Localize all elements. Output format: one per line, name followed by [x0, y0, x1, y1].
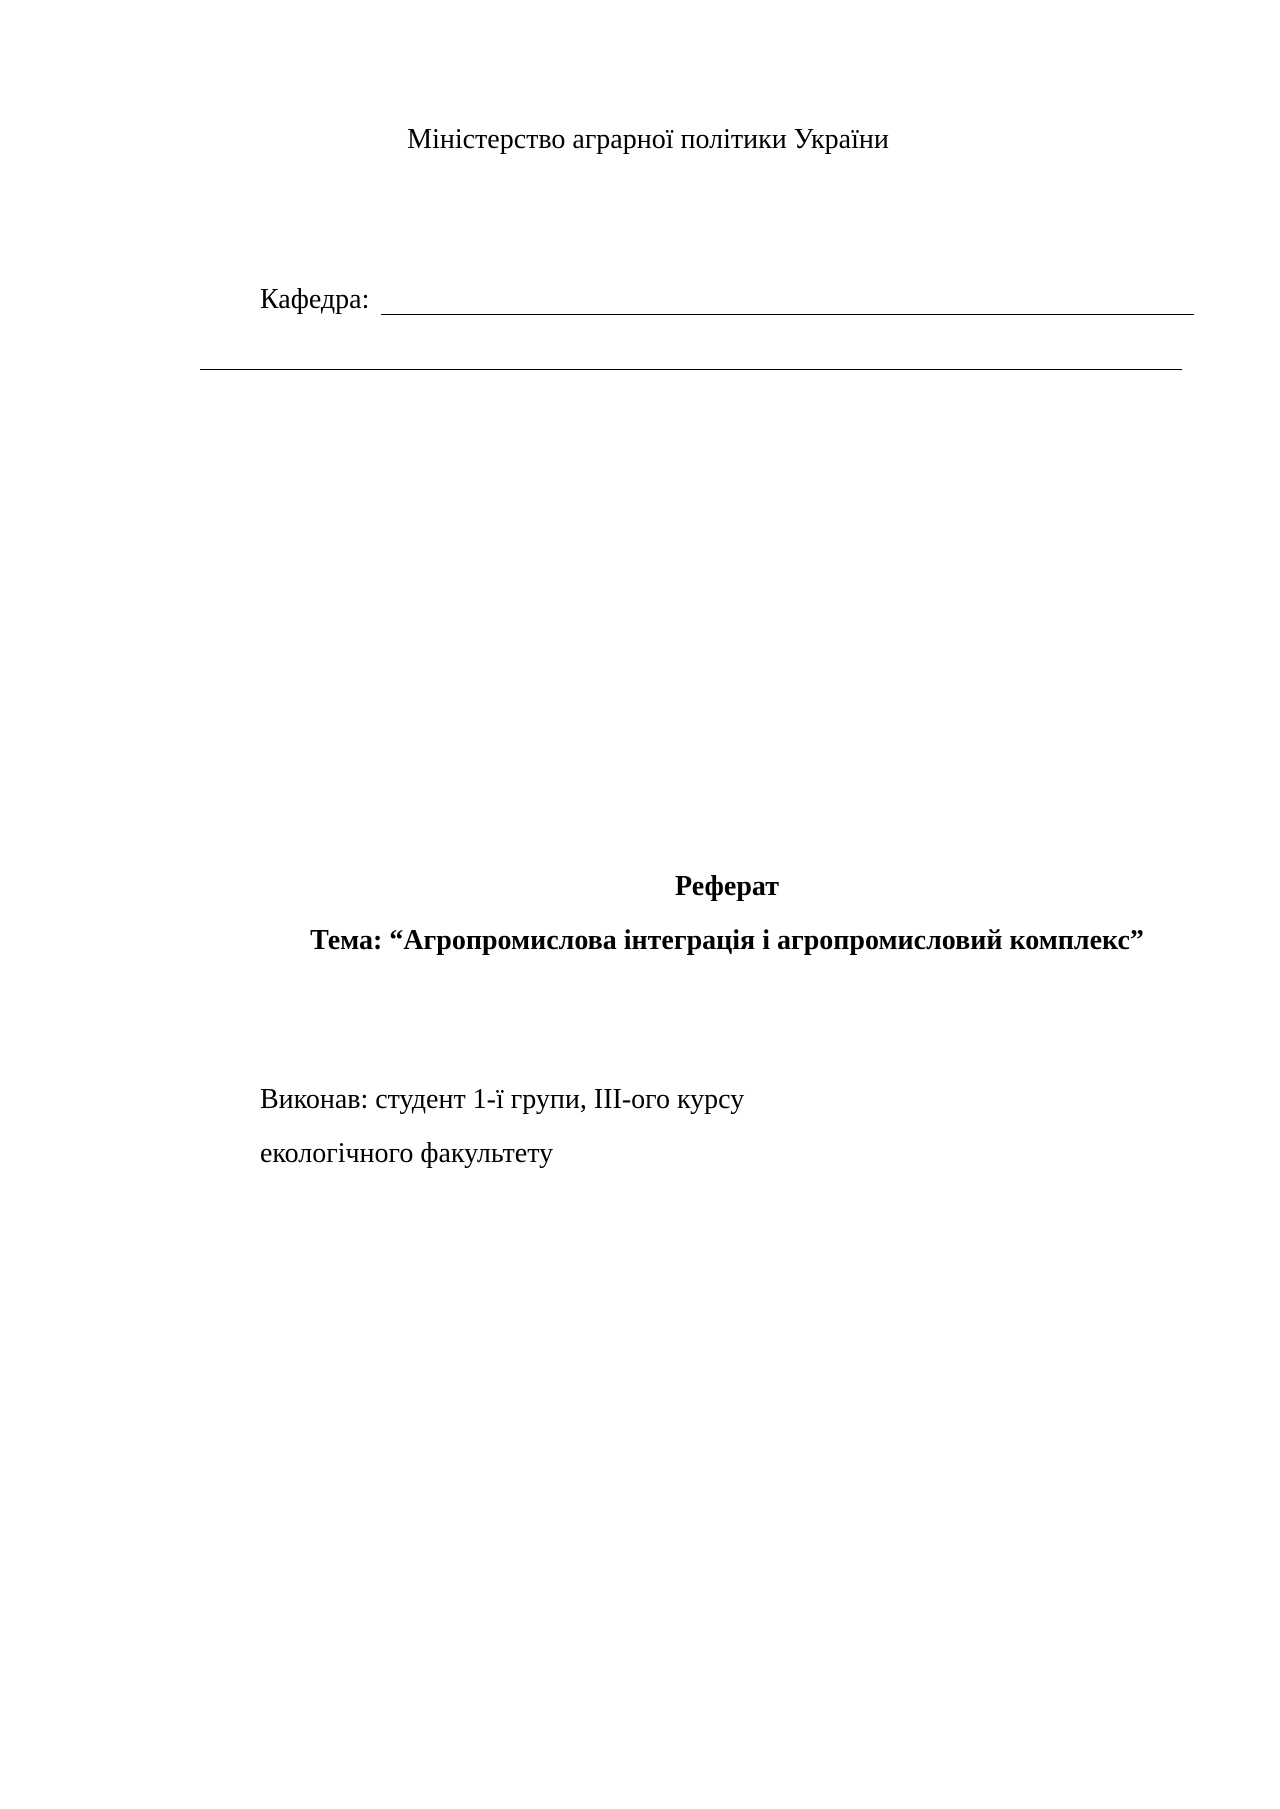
author-line-2: екологічного факультету	[260, 1138, 554, 1169]
department-fill-line-continued	[200, 369, 1182, 370]
department-label: Кафедра:	[260, 284, 370, 315]
work-type-text: Реферат	[675, 871, 779, 902]
topic-heading	[0, 924, 1280, 958]
ministry-heading	[0, 123, 1280, 157]
department-fill-line	[381, 314, 1194, 315]
author-line-1: Виконав: студент 1-ї групи, ІІІ-ого курсу	[260, 1084, 745, 1115]
ministry-text: Міністерство аграрної політики України	[407, 124, 889, 155]
topic-text: Тема: “Агропромислова інтеграція і агропромисловий комплекс”	[310, 925, 1144, 956]
work-type-title	[0, 870, 1280, 904]
